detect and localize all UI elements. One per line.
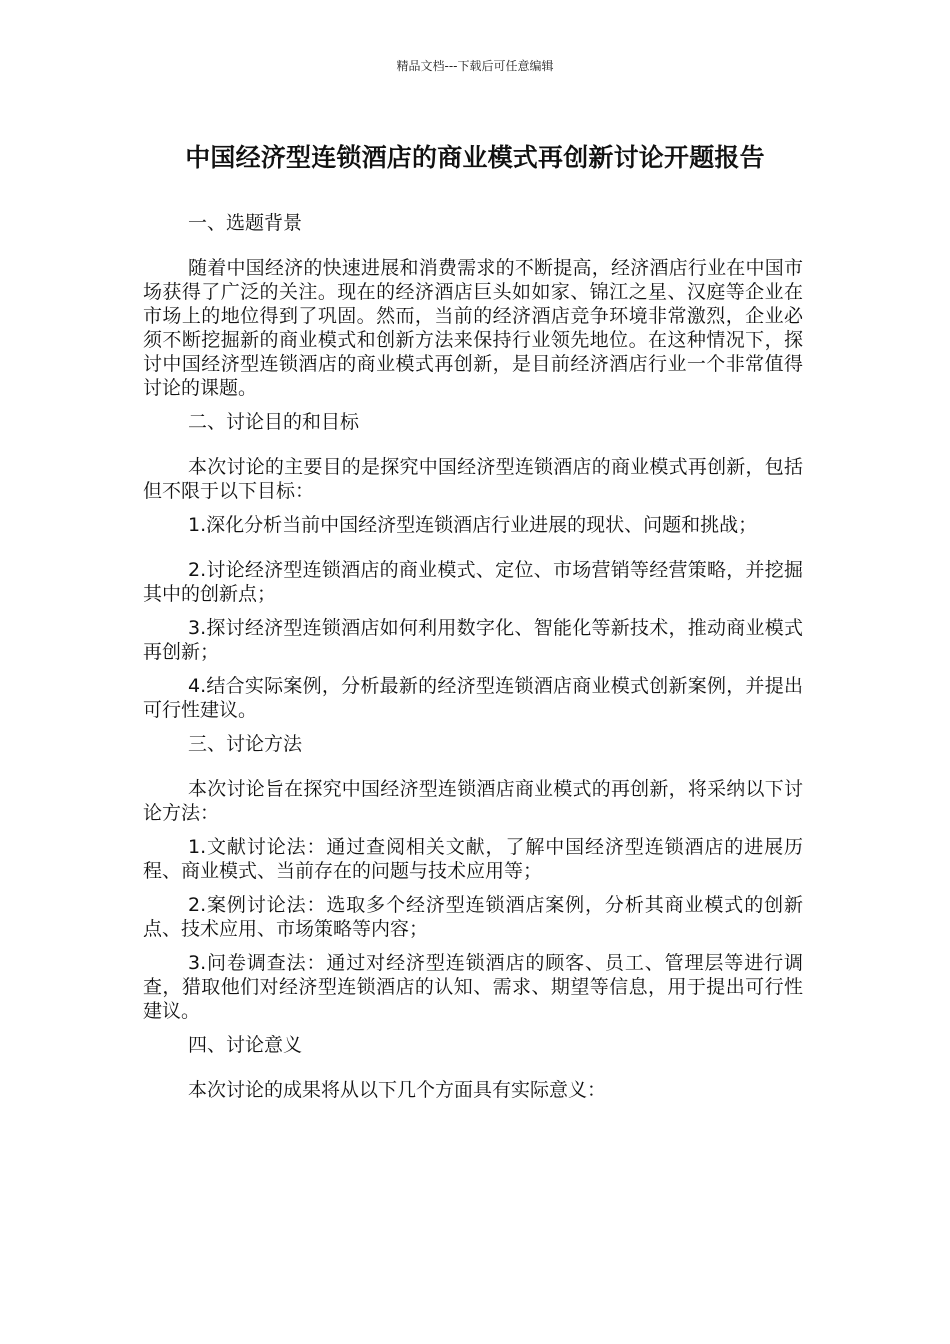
paragraph-background: 随着中国经济的快速进展和消费需求的不断提高，经济酒店行业在中国市场获得了广泛的关注。现在的经济酒店巨头如如家、锦江之星、汉庭等企业在市场上的地位得到了巩固。然而，当前的经济酒店竞争环境非常激烈，企业必须不断挖掘新的商业模式和创新方法来保持行业领先地位。在这种情况下，探讨中国经济型连锁酒店的商业模式再创新，是目前经济酒店行业一个非常值得讨论的课题。 <box>143 257 803 399</box>
section-heading-significance: 四、讨论意义 <box>188 1034 303 1056</box>
list-item-objective-3: 3.探讨经济型连锁酒店如何利用数字化、智能化等新技术，推动商业模式再创新； <box>143 617 803 663</box>
document-title: 中国经济型连锁酒店的商业模式再创新讨论开题报告 <box>185 143 765 172</box>
paragraph-objectives-intro: 本次讨论的主要目的是探究中国经济型连锁酒店的商业模式再创新，包括但不限于以下目标： <box>143 456 803 502</box>
document-body <box>143 211 803 1112</box>
list-item-objective-2: 2.讨论经济型连锁酒店的商业模式、定位、市场营销等经营策略，并挖掘其中的创新点； <box>143 559 803 605</box>
list-item-objective-4: 4.结合实际案例，分析最新的经济型连锁酒店商业模式创新案例，并提出可行性建议。 <box>143 675 803 721</box>
section-heading-methods: 三、讨论方法 <box>188 733 303 755</box>
paragraph-methods-intro: 本次讨论旨在探究中国经济型连锁酒店商业模式的再创新，将采纳以下讨论方法： <box>143 778 803 824</box>
list-item-method-2: 2.案例讨论法：选取多个经济型连锁酒店案例，分析其商业模式的创新点、技术应用、市场策略等内容； <box>143 894 803 940</box>
list-item-objective-1: 1.深化分析当前中国经济型连锁酒店行业进展的现状、问题和挑战； <box>188 514 758 536</box>
page-header: 精品文档---下载后可任意编辑 <box>396 59 554 73</box>
section-heading-background: 一、选题背景 <box>188 212 303 234</box>
paragraph-significance-intro: 本次讨论的成果将从以下几个方面具有实际意义： <box>188 1079 607 1101</box>
section-heading-objectives: 二、讨论目的和目标 <box>188 411 360 433</box>
list-item-method-1: 1.文献讨论法：通过查阅相关文献，了解中国经济型连锁酒店的进展历程、商业模式、当前存在的问题与技术应用等； <box>143 836 803 882</box>
list-item-method-3: 3.问卷调查法：通过对经济型连锁酒店的顾客、员工、管理层等进行调查，猎取他们对经济型连锁酒店的认知、需求、期望等信息，用于提出可行性建议。 <box>143 952 803 1022</box>
